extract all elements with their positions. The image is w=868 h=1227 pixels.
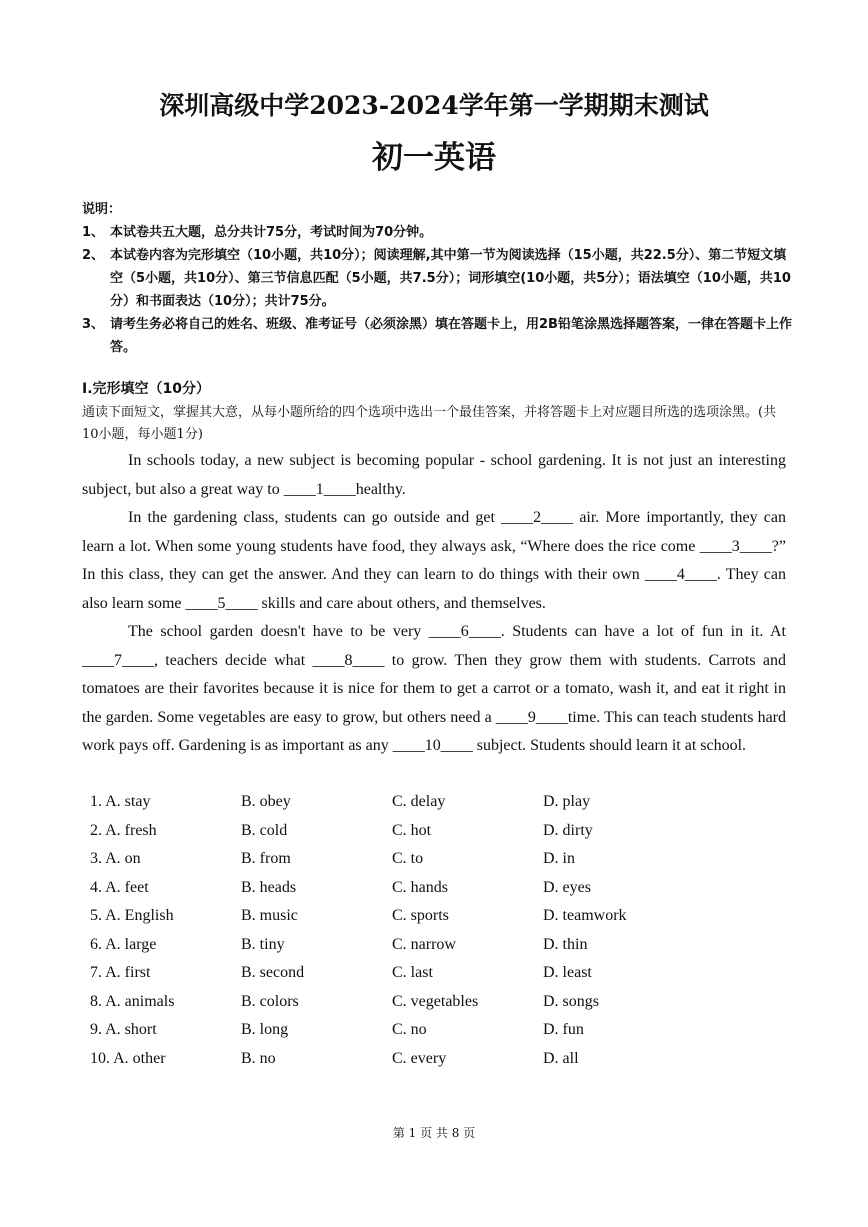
passage-paragraph: The school garden doesn't have to be very ____6____. Students can have a lot of fun in it. At ____7____, teachers decide what ____8____ to grow. Then they grow them with students. Carrots and tomatoes are their favorites because it is nice for them to get a carrot or a tomato, wash it, and eat it right in the garden. Some vegetables are easy to grow, but others need a ____9____time. This can teach students hard work pays off. Gardening is as important as any ____10____ subject. Students should learn it at school. [82, 623, 786, 754]
option-choice: 6. A. large [90, 935, 157, 953]
option-choice: C. hot [392, 821, 432, 839]
option-choice: D. eyes [543, 878, 591, 896]
option-row [90, 1016, 694, 1045]
note-number: 1、 [82, 225, 105, 240]
option-choice: C. delay [392, 793, 446, 811]
passage-paragraph: In schools today, a new subject is becoming popular - school gardening. It is not just an interesting subject, but also a great way to ____1____healthy. [82, 452, 786, 498]
option-row [90, 959, 694, 988]
option-choice: D. in [543, 850, 575, 868]
option-choice: 2. A. fresh [90, 821, 157, 839]
notes-label: 说明： [82, 202, 122, 217]
option-choice: B. second [241, 964, 305, 982]
option-choice: 8. A. animals [90, 992, 175, 1010]
option-choice: B. colors [241, 992, 299, 1010]
option-choice: B. music [241, 907, 298, 925]
option-choice: B. long [241, 1021, 289, 1039]
option-choice: B. cold [241, 821, 288, 839]
option-row [90, 988, 694, 1017]
option-choice: C. no [392, 1021, 427, 1039]
option-choice: D. thin [543, 935, 588, 953]
option-choice: B. no [241, 1049, 276, 1067]
instructions-notes [82, 198, 792, 359]
note-text: 请考生务必将自己的姓名、班级、准考证号（必须涂黑）填在答题卡上，用2B铅笔涂黑选择题答案，一律在答题卡上作答。 [110, 317, 792, 355]
option-row [90, 817, 694, 846]
option-choice: D. dirty [543, 821, 593, 839]
answer-options [90, 788, 694, 1073]
option-choice: C. sports [392, 907, 449, 925]
passage-paragraph: In the gardening class, students can go outside and get ____2____ air. More importantly, they can learn a lot. When some young students have food, they always ask, “Where does the rice come ____3____?” In this class, they can get the answer. And they can learn to do things with their own ____4____. They can also learn some ____5____ skills and care about others, and themselves. [82, 509, 786, 612]
option-row [90, 874, 694, 903]
note-item [82, 244, 792, 313]
option-choice: B. obey [241, 793, 291, 811]
option-choice: B. from [241, 850, 291, 868]
option-row [90, 902, 694, 931]
option-choice: C. to [392, 850, 424, 868]
note-number: 3、 [82, 317, 105, 332]
option-choice: D. songs [543, 992, 600, 1010]
option-choice: C. every [392, 1049, 447, 1067]
exam-subject: 初一英语 [372, 140, 496, 176]
option-choice: 4. A. feet [90, 878, 149, 896]
option-row [90, 788, 694, 817]
option-choice: D. teamwork [543, 907, 627, 925]
option-choice: D. least [543, 964, 592, 982]
option-choice: D. play [543, 793, 591, 811]
note-item [82, 313, 792, 359]
page-number: 第 1 页 共 8 页 [392, 1126, 476, 1140]
option-choice: 10. A. other [90, 1049, 166, 1067]
exam-title: 深圳高级中学2023-2024学年第一学期期末测试 [159, 91, 709, 120]
option-choice: 7. A. first [90, 964, 151, 982]
option-choice: C. vegetables [392, 992, 479, 1010]
option-choice: 9. A. short [90, 1021, 157, 1039]
option-choice: C. narrow [392, 935, 456, 953]
note-number: 2、 [82, 248, 105, 263]
cloze-passage [82, 447, 786, 761]
note-item [82, 221, 792, 244]
note-text: 本试卷共五大题，总分共计75分，考试时间为70分钟。 [110, 225, 433, 240]
option-choice: C. last [392, 964, 433, 982]
option-choice: B. tiny [241, 935, 285, 953]
option-choice: D. fun [543, 1021, 584, 1039]
option-choice: C. hands [392, 878, 448, 896]
option-choice: D. all [543, 1049, 579, 1067]
option-choice: 5. A. English [90, 907, 174, 925]
option-row [90, 1045, 694, 1074]
option-choice: 1. A. stay [90, 793, 151, 811]
section-instruction: 通读下面短文，掌握其大意，从每小题所给的四个选项中选出一个最佳答案，并将答题卡上对应题目所选的选项涂黑。(共10小题，每小题1分) [82, 405, 777, 442]
section-heading: I.完形填空（10分） [82, 381, 211, 397]
option-choice: 3. A. on [90, 850, 141, 868]
option-choice: B. heads [241, 878, 297, 896]
option-row [90, 845, 694, 874]
option-row [90, 931, 694, 960]
note-text: 本试卷内容为完形填空（10小题，共10分）；阅读理解,其中第一节为阅读选择（15小题，共22.5分）、第二节短文填空（5小题，共10分）、第三节信息匹配（5小题，共7.5分）；词形填空(10小题，共5分）；语法填空（10小题，共10分）和书面表达（10分）；共计75分。 [110, 248, 791, 309]
